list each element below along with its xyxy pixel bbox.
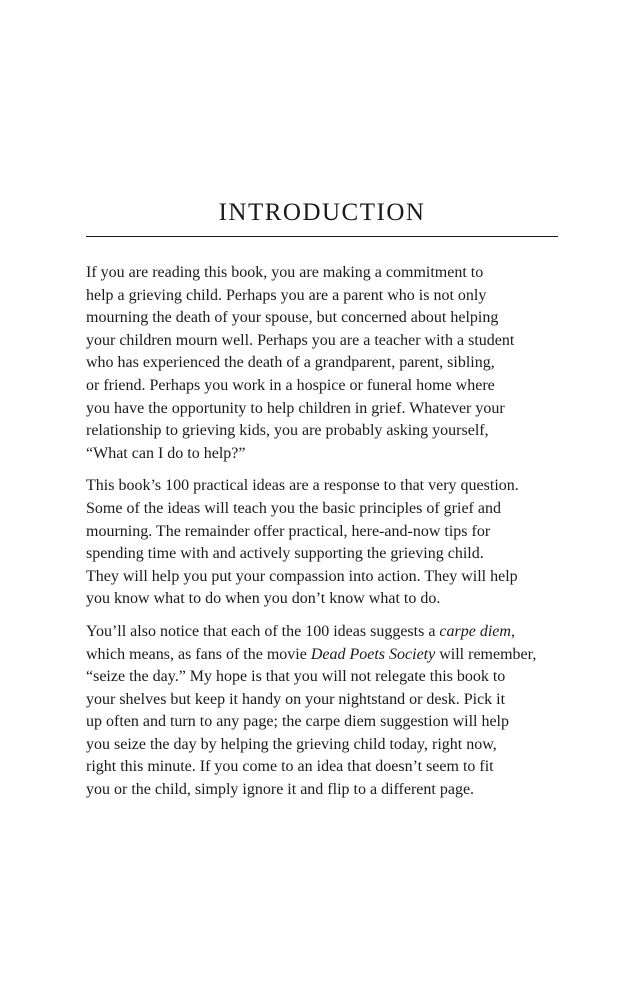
text-line: help a grieving child. Perhaps you are a parent who is not only bbox=[86, 286, 487, 304]
text-line: you seize the day by helping the grieving child today, right now, bbox=[86, 735, 497, 753]
text-line bbox=[86, 621, 558, 644]
text-run: which means, as fans of the movie bbox=[86, 645, 311, 663]
text-line bbox=[86, 644, 558, 667]
paragraph-3 bbox=[86, 621, 558, 802]
text-line: right this minute. If you come to an idea that doesn’t seem to fit bbox=[86, 758, 494, 776]
text-line: your children mourn well. Perhaps you are a teacher with a student bbox=[86, 331, 515, 349]
text-line: If you are reading this book, you are making a commitment to bbox=[86, 264, 484, 281]
text-line: who has experienced the death of a grandparent, parent, sibling, bbox=[86, 354, 495, 372]
text-line: you know what to do when you don’t know what to do. bbox=[86, 590, 441, 608]
text-line: you have the opportunity to help children in grief. Whatever your bbox=[86, 399, 505, 417]
text-line: This book’s 100 practical ideas are a response to that very question. bbox=[86, 477, 519, 495]
text-line: spending time with and actively supporting the grieving child. bbox=[86, 545, 484, 563]
body-text bbox=[86, 262, 558, 812]
text-line: They will help you put your compassion into action. They will help bbox=[86, 567, 518, 585]
text-line: your shelves but keep it handy on your nightstand or desk. Pick it bbox=[86, 690, 506, 708]
chapter-title: INTRODUCTION bbox=[218, 199, 426, 226]
paragraph-2 bbox=[86, 475, 558, 611]
text-line: mourning. The remainder offer practical, here-and-now tips for bbox=[86, 522, 491, 540]
paragraph-1 bbox=[86, 262, 558, 465]
italic-movie-title: Dead Poets Society bbox=[310, 645, 436, 663]
text-line: “What can I do to help?” bbox=[86, 444, 246, 462]
text-run: You’ll also notice that each of the 100 ideas suggests a bbox=[86, 622, 440, 640]
text-line: relationship to grieving kids, you are probably asking yourself, bbox=[86, 422, 489, 440]
text-line: Some of the ideas will teach you the basic principles of grief and bbox=[86, 499, 501, 517]
text-line: you or the child, simply ignore it and flip to a different page. bbox=[86, 781, 475, 799]
title-underline-rule bbox=[86, 236, 558, 237]
text-line: up often and turn to any page; the carpe diem suggestion will help bbox=[86, 713, 509, 731]
text-line: or friend. Perhaps you work in a hospice or funeral home where bbox=[86, 376, 495, 394]
text-run: , bbox=[510, 622, 515, 640]
italic-term-carpe-diem: carpe diem bbox=[439, 622, 511, 640]
text-run: will remember, bbox=[435, 645, 537, 663]
text-line: “seize the day.” My hope is that you will not relegate this book to bbox=[86, 668, 506, 686]
text-line: mourning the death of your spouse, but concerned about helping bbox=[86, 309, 499, 327]
